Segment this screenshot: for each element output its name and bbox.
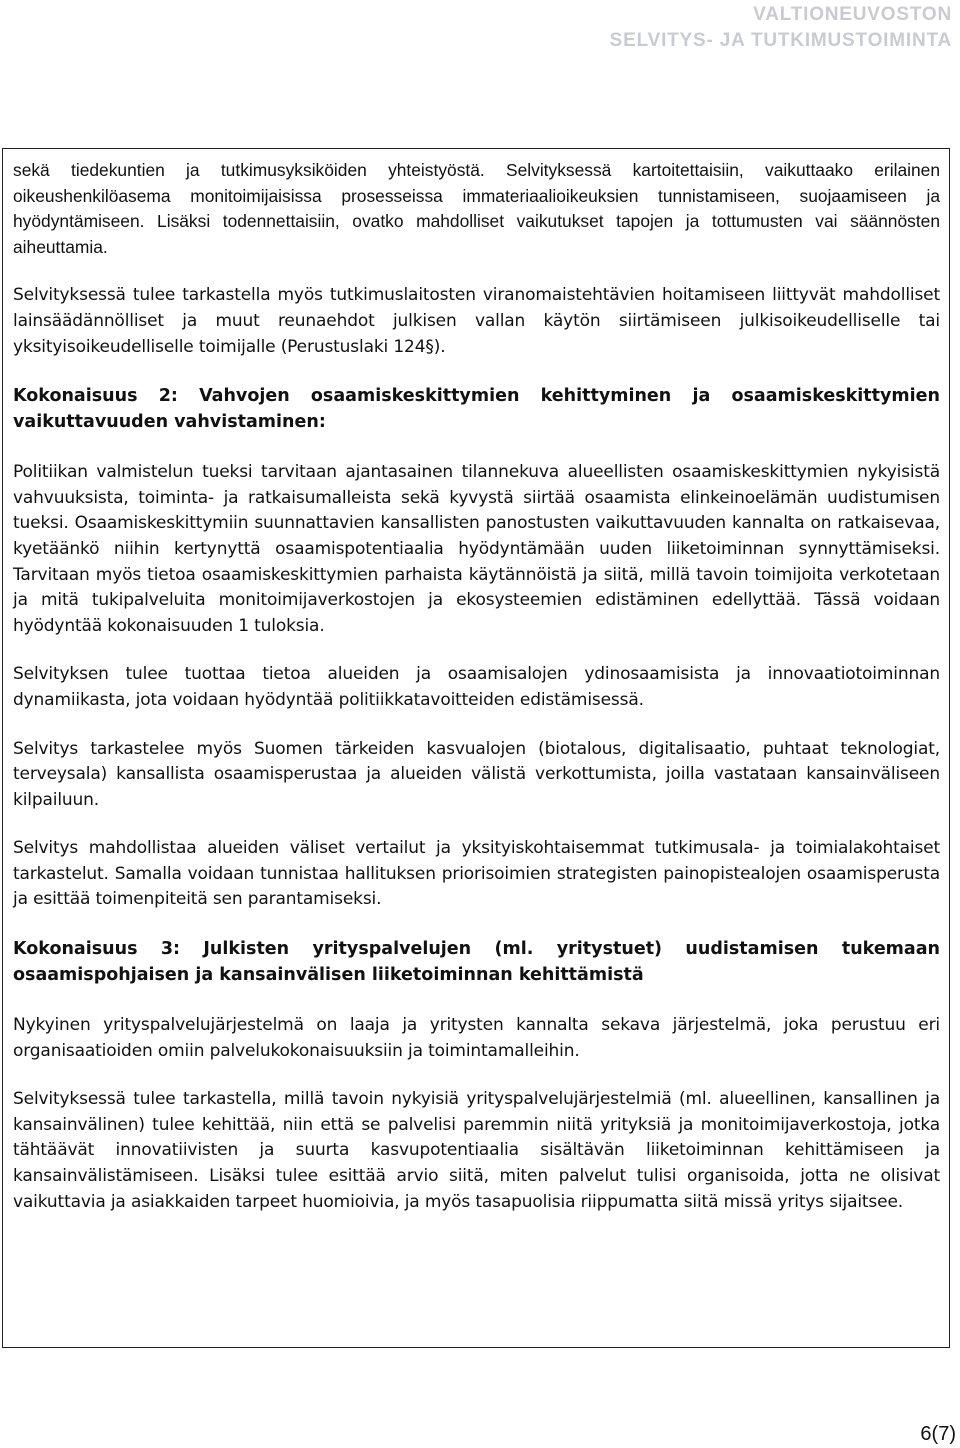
paragraph-6: Selvitys mahdollistaa alueiden väliset vertailut ja yksityiskohtaisemmat tutkimusala- ja toimialakohtaiset tarkastelut. Samalla voidaan tunnistaa hallituksen priorisoimien strategisten painopistealojen osaamisperusta ja esittää toimenpiteitä sen parantamiseksi. <box>13 838 940 910</box>
section-heading-3: Kokonaisuus 3: Julkisten yrityspalvelujen (ml. yritystuet) uudistamisen tukemaan osaamispohjaisen ja kansainvälisen liiketoiminnan kehittämistä <box>13 939 940 986</box>
paragraph-2: Selvityksessä tulee tarkastella myös tutkimuslaitosten viranomaistehtävien hoitamiseen liittyvät mahdolliset lainsäädännölliset ja muut reunaehdot julkisen vallan käytön siirtämiseen julkisoikeudelliselle tai yksityisoikeudelliselle toimijalle (Perustuslaki 124§). <box>13 285 940 357</box>
header-line-2: SELVITYS- JA TUTKIMUSTOIMINTA <box>609 30 952 51</box>
paragraph-8: Selvityksessä tulee tarkastella, millä tavoin nykyisiä yrityspalvelujärjestelmiä (ml. alueellinen, kansallinen ja kansainvälinen) tulee kehittää, niin että se palvelisi paremmin niitä yrityksiä ja monitoimijaverkostoja, jotka tähtäävät innovatiivisten ja suurta kasvupotentiaalia sisältävän liiketoiminnan kehittämiseen ja kansainvälistämiseen. Lisäksi tulee esittää arvio siitä, miten palvelut tulisi organisoida, jotta ne olisivat vaikuttavia ja asiakkaiden tarpeet huomioivia, ja myös tasapuolisia riippumatta siitä missä yritys sijaitsee. <box>13 1089 940 1212</box>
document-body <box>13 158 940 1238</box>
paragraph-5: Selvitys tarkastelee myös Suomen tärkeiden kasvualojen (biotalous, digitalisaatio, puhtaat teknologiat, terveysala) kansallista osaamisperustaa ja alueiden välistä verkottumista, joilla vastataan kansainväliseen kilpailuun. <box>13 738 940 810</box>
paragraph-4: Selvityksen tulee tuottaa tietoa alueiden ja osaamisalojen ydinosaamisista ja innovaatiotoiminnan dynamiikasta, jota voidaan hyödyntää politiikkatavoitteiden edistämisessä. <box>13 664 940 710</box>
page-number: 6(7) <box>920 1423 956 1445</box>
header-logo-text <box>610 2 952 54</box>
paragraph-1: sekä tiedekuntien ja tutkimusyksiköiden yhteistyöstä. Selvityksessä kartoitettaisiin, vaikuttaako erilainen oikeushenkilöasema monitoimijaisissa prosesseissa immateriaalioikeuksien tunnistamiseen, suojaamiseen ja hyödyntämiseen. Lisäksi todennettaisiin, ovatko mahdolliset vaikutukset tapojen ja tottumusten vai säännösten aiheuttamia. <box>13 160 940 257</box>
paragraph-7: Nykyinen yrityspalvelujärjestelmä on laaja ja yritysten kannalta sekava järjestelmä, joka perustuu eri organisaatioiden omiin palvelukokonaisuuksiin ja toimintamalleihin. <box>13 1015 940 1061</box>
header-line-1: VALTIONEUVOSTON <box>753 4 952 25</box>
paragraph-3: Politiikan valmistelun tueksi tarvitaan ajantasainen tilannekuva alueellisten osaamiskeskittymien nykyisistä vahvuuksista, toiminta- ja ratkaisumalleista sekä kyvystä siirtää osaamista elinkeinoelämän uudistumisen tueksi. Osaamiskeskittymiin suunnattavien kansallisten panostusten vaikuttavuuden kannalta on ratkaisevaa, kyetäänkö niihin kertynyttä osaamispotentiaalia hyödyntämään uuden liiketoiminnan synnyttämiseksi. Tarvitaan myös tietoa osaamiskeskittymien parhaista käytännöistä ja siitä, millä tavoin toimijoita verkotetaan ja mitä tukipalveluita monitoimijaverkostojen ja ekosysteemien edistäminen edellyttää. Tässä voidaan hyödyntää kokonaisuuden 1 tuloksia. <box>13 462 940 636</box>
section-heading-2: Kokonaisuus 2: Vahvojen osaamiskeskittymien kehittyminen ja osaamiskeskittymien vaikuttavuuden vahvistaminen: <box>13 386 940 433</box>
